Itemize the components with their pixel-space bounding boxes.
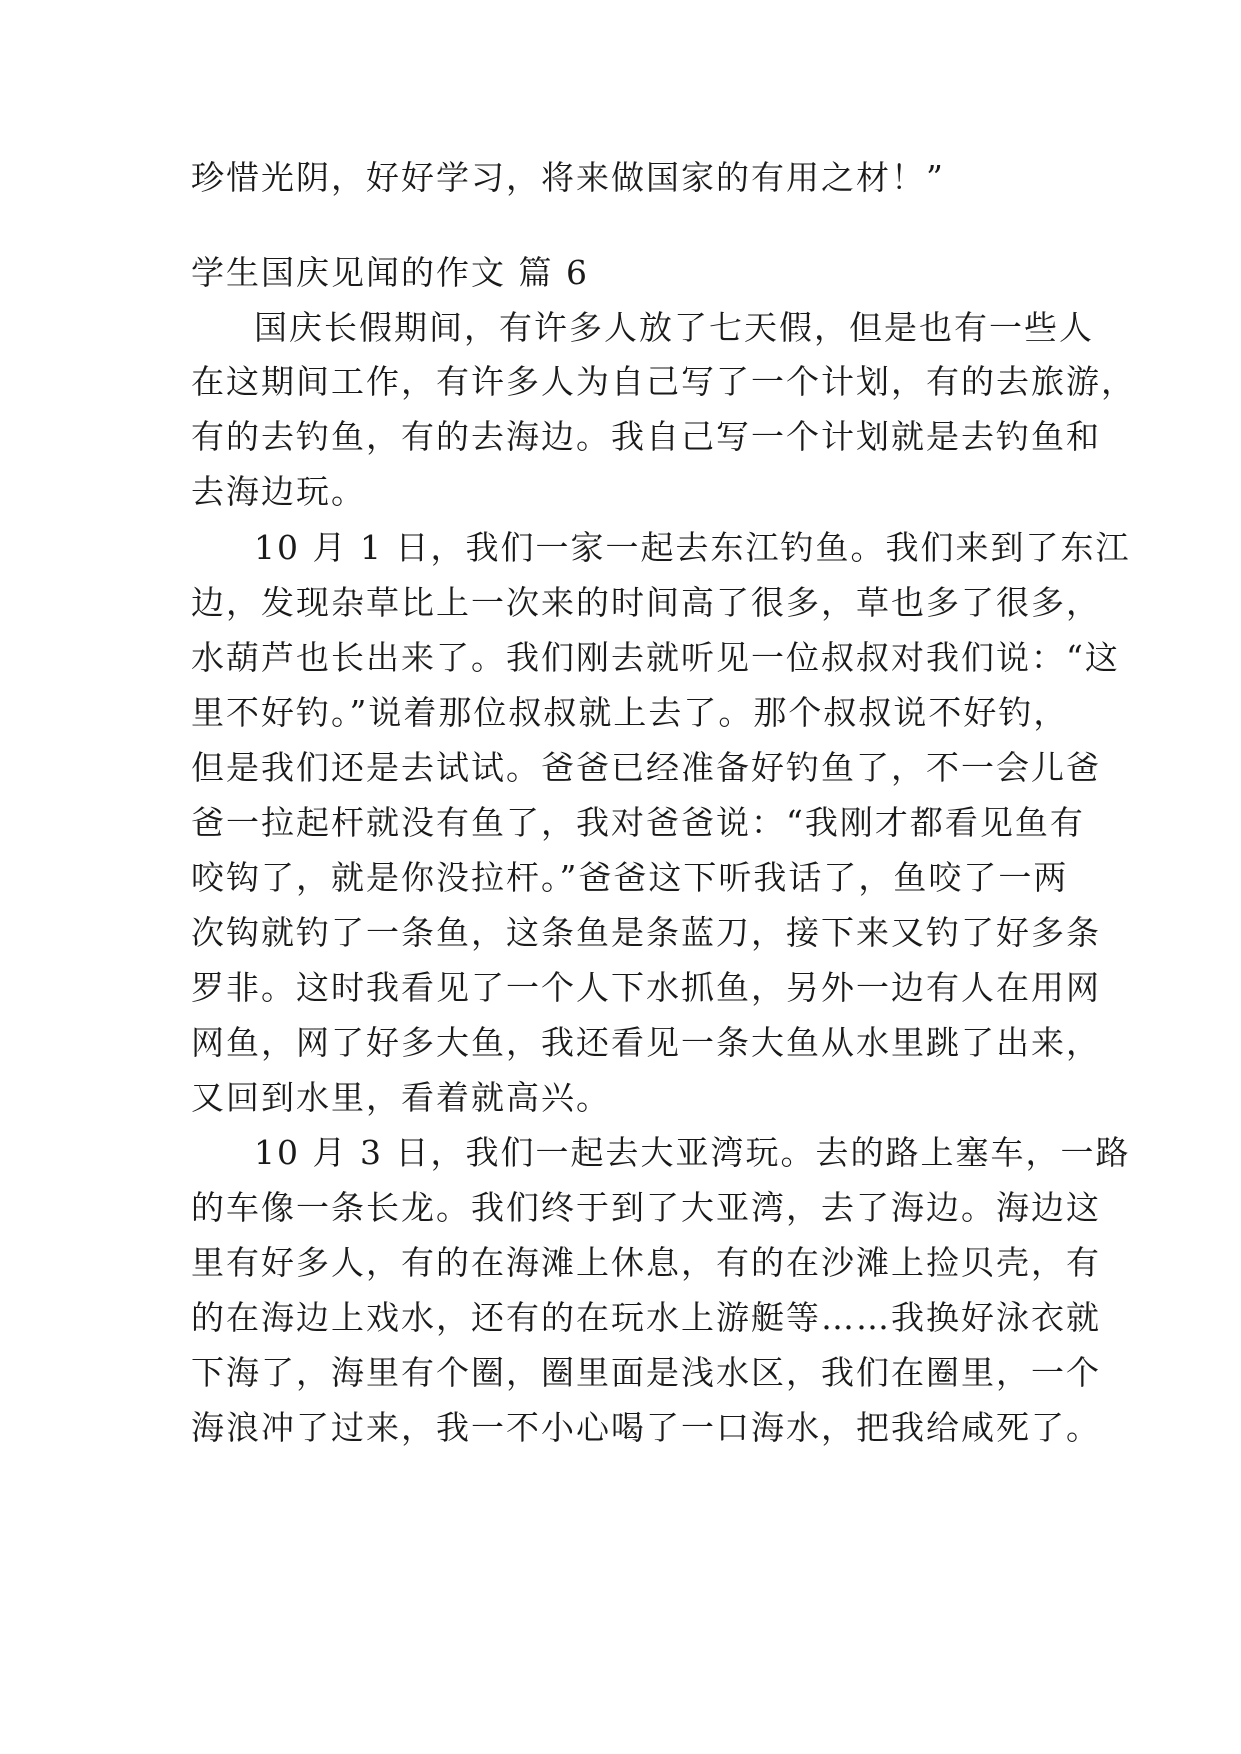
section-heading: 学生国庆见闻的作文 篇 6 bbox=[191, 253, 589, 292]
text-line: 10 月 1 日，我们一家一起去东江钓鱼。我们来到了东江 bbox=[254, 528, 1131, 567]
text-line: 水葫芦也长出来了。我们刚去就听见一位叔叔对我们说：“这 bbox=[191, 638, 1120, 677]
text-line: 网鱼，网了好多大鱼，我还看见一条大鱼从水里跳了出来， bbox=[191, 1023, 1101, 1062]
text-line: 里有好多人，有的在海滩上休息，有的在沙滩上捡贝壳，有 bbox=[191, 1243, 1101, 1282]
text-line: 的在海边上戏水，还有的在玩水上游艇等……我换好泳衣就 bbox=[191, 1298, 1101, 1337]
text-line: 珍惜光阴，好好学习，将来做国家的有用之材！” bbox=[191, 158, 945, 197]
text-line: 里不好钓。”说着那位叔叔就上去了。那个叔叔说不好钓， bbox=[191, 693, 1069, 732]
text-line: 的车像一条长龙。我们终于到了大亚湾，去了海边。海边这 bbox=[191, 1188, 1101, 1227]
text-line: 国庆长假期间，有许多人放了七天假，但是也有一些人 bbox=[254, 308, 1094, 347]
text-line: 有的去钓鱼，有的去海边。我自己写一个计划就是去钓鱼和 bbox=[191, 417, 1101, 456]
text-line: 在这期间工作，有许多人为自己写了一个计划，有的去旅游， bbox=[191, 362, 1136, 401]
text-line: 但是我们还是去试试。爸爸已经准备好钓鱼了，不一会儿爸 bbox=[191, 748, 1101, 787]
text-line: 咬钩了，就是你没拉杆。”爸爸这下听我话了，鱼咬了一两 bbox=[191, 858, 1069, 897]
text-line: 边，发现杂草比上一次来的时间高了很多，草也多了很多， bbox=[191, 583, 1101, 622]
text-line: 又回到水里，看着就高兴。 bbox=[191, 1078, 611, 1117]
text-line: 下海了，海里有个圈，圈里面是浅水区，我们在圈里，一个 bbox=[191, 1353, 1101, 1392]
text-line: 次钩就钓了一条鱼，这条鱼是条蓝刀，接下来又钓了好多条 bbox=[191, 913, 1101, 952]
text-line: 10 月 3 日，我们一起去大亚湾玩。去的路上塞车，一路 bbox=[254, 1133, 1131, 1172]
text-line: 罗非。这时我看见了一个人下水抓鱼，另外一边有人在用网 bbox=[191, 968, 1101, 1007]
text-line: 爸一拉起杆就没有鱼了，我对爸爸说：“我刚才都看见鱼有 bbox=[191, 803, 1085, 842]
text-line: 海浪冲了过来，我一不小心喝了一口海水，把我给咸死了。 bbox=[191, 1408, 1101, 1447]
text-line: 去海边玩。 bbox=[191, 472, 366, 511]
